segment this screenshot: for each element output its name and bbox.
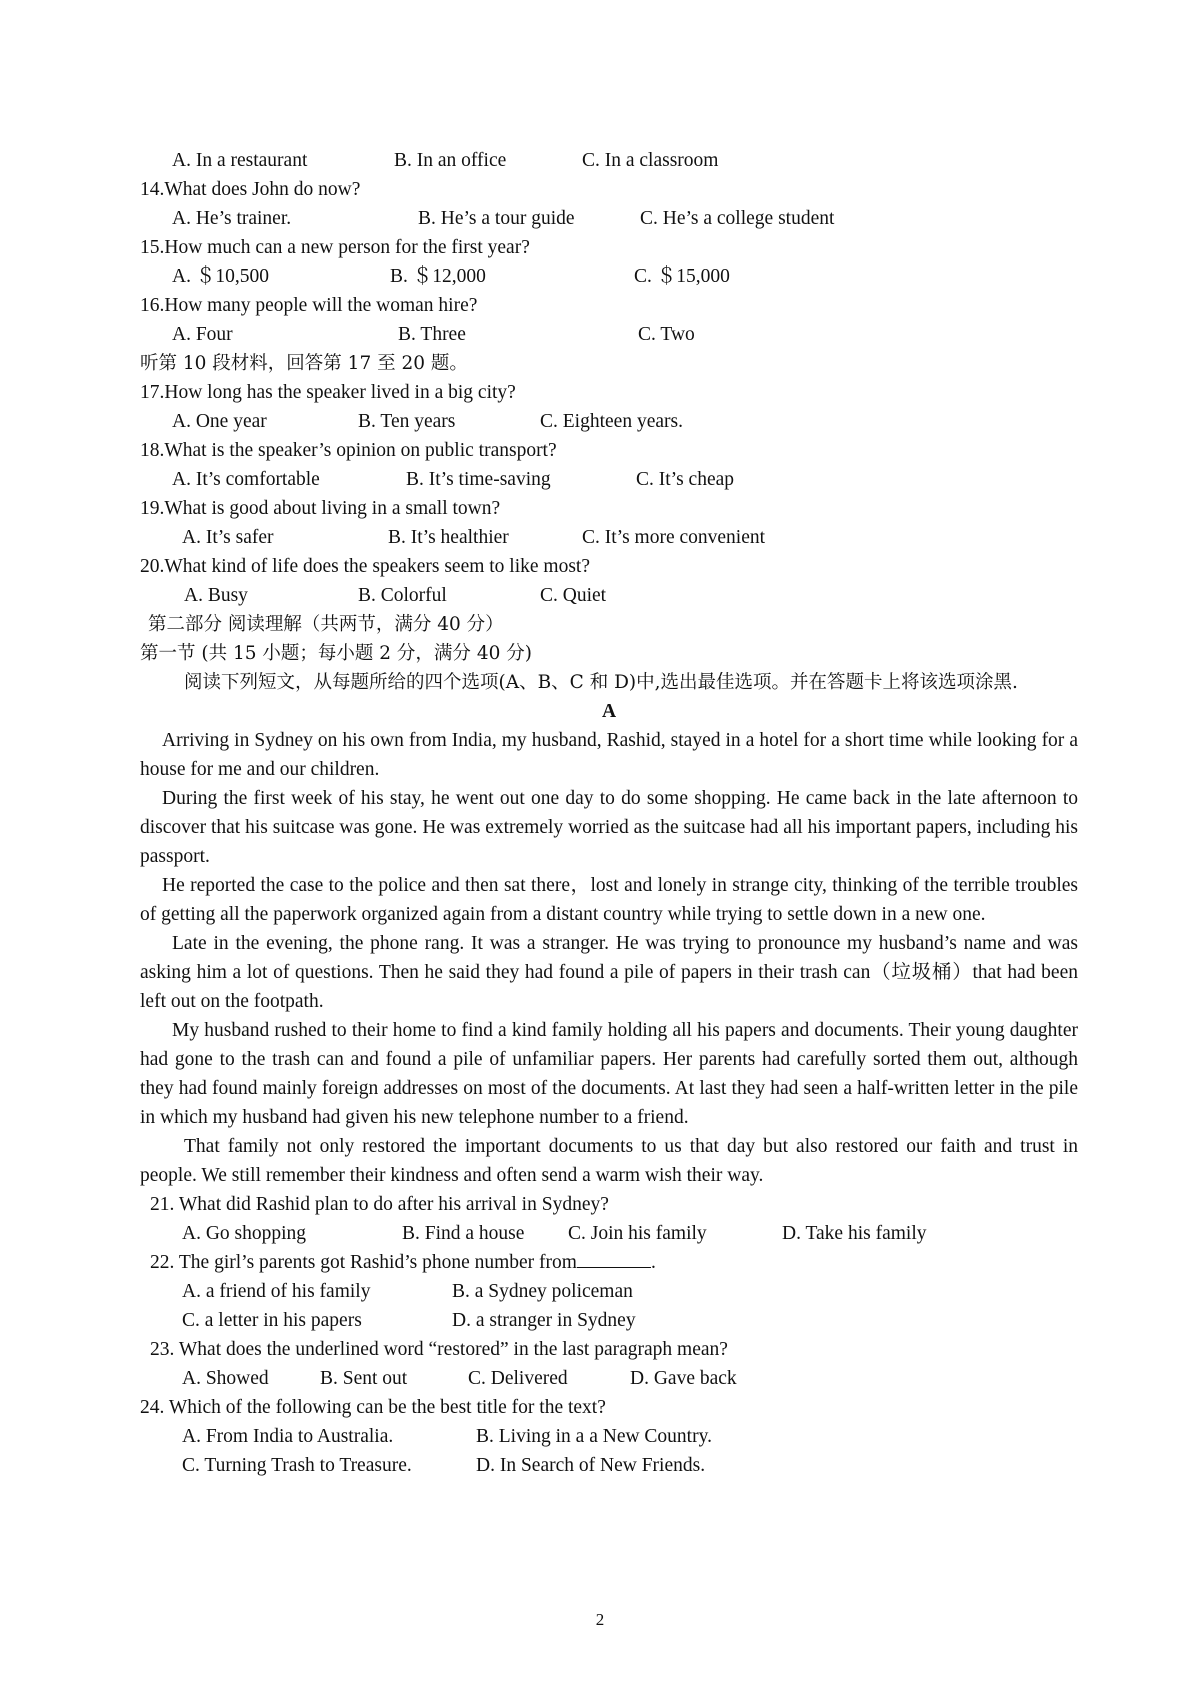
passage-label: A (601, 701, 617, 722)
passage-paragraph: My husband rushed to their home to find a kind family holding all his papers and documents. Their young daughter had gone to the trash can and found a pile of unfamiliar papers. Her parents had carefully sorted them out, although they had found mainly foreign addresses on most of the documents. At last they had seen a half-written letter in the pile in which my husband had given his new telephone number to a friend. (140, 1020, 1078, 1128)
option: C. Two (638, 324, 695, 345)
q24-options (140, 1422, 1078, 1451)
q14-options (140, 204, 1078, 233)
option: B. Living in a a New Country. (476, 1426, 712, 1447)
option: C. Delivered (468, 1368, 568, 1389)
exam-page (140, 146, 1078, 1480)
question-text: 22. The girl’s parents got Rashid’s phone number from (150, 1252, 577, 1273)
option: A. a friend of his family (182, 1281, 371, 1302)
question-22 (140, 1248, 1078, 1277)
question-16: 16.How many people will the woman hire? (140, 295, 478, 316)
option: D. a stranger in Sydney (452, 1310, 636, 1331)
option: B. In an office (394, 150, 507, 171)
q15-options (140, 262, 1078, 291)
option: B. He’s a tour guide (418, 208, 575, 229)
q23-options (140, 1364, 1078, 1393)
option: D. Gave back (630, 1368, 737, 1389)
option: C. a letter in his papers (182, 1310, 362, 1331)
option: A. It’s safer (182, 527, 274, 548)
q22-options (140, 1277, 1078, 1306)
option: A. It’s comfortable (172, 469, 320, 490)
question-23: 23. What does the underlined word “restored” in the last paragraph mean? (150, 1339, 728, 1360)
question-19: 19.What is good about living in a small town? (140, 498, 501, 519)
option: A. Busy (184, 585, 248, 606)
option: B. Colorful (358, 585, 447, 606)
q17-options (140, 407, 1078, 436)
option: B. Ten years (358, 411, 456, 432)
option: A. He’s trainer. (172, 208, 292, 229)
question-20: 20.What kind of life does the speakers seem to like most? (140, 556, 591, 577)
option: B. It’s time-saving (406, 469, 551, 490)
q21-options (140, 1219, 1078, 1248)
option: C. It’s more convenient (582, 527, 766, 548)
option: C. He’s a college student (640, 208, 835, 229)
q22-options (140, 1306, 1078, 1335)
passage-paragraph: During the first week of his stay, he went out one day to do some shopping. He came back in the late afternoon to discover that his suitcase was gone. He was extremely worried as the suitcase had all his important papers, including his passport. (140, 788, 1078, 867)
page-number: 2 (595, 1610, 605, 1629)
option: C. Quiet (540, 585, 607, 606)
option: A. Four (172, 324, 233, 345)
q24-options (140, 1451, 1078, 1480)
option: A. Showed (182, 1368, 269, 1389)
option: C. It’s cheap (636, 469, 735, 490)
option: A. ＄10,500 (172, 266, 269, 287)
question-24: 24. Which of the following can be the best title for the text? (140, 1397, 606, 1418)
q20-options (140, 581, 1078, 610)
question-14: 14.What does John do now? (140, 179, 361, 200)
option: B. It’s healthier (388, 527, 509, 548)
option: D. In Search of New Friends. (476, 1455, 706, 1476)
option: A. From India to Australia. (182, 1426, 394, 1447)
section-10-heading: 听第 10 段材料，回答第 17 至 20 题。 (140, 353, 468, 374)
passage-paragraph: Late in the evening, the phone rang. It was a stranger. He was trying to pronounce my husband’s name and was asking him a lot of questions. Then he said they had found a pile of papers in their trash can（垃圾桶）that had been left out on the footpath. (140, 933, 1078, 1012)
part-two-heading: 第二部分 阅读理解（共两节，满分 40 分） (148, 614, 504, 635)
option: B. Sent out (320, 1368, 408, 1389)
q19-options (140, 523, 1078, 552)
section-one-heading: 第一节 (共 15 小题；每小题 2 分，满分 40 分) (140, 643, 532, 664)
option: B. ＄12,000 (390, 266, 486, 287)
option: C. Turning Trash to Treasure. (182, 1455, 412, 1476)
question-17: 17.How long has the speaker lived in a big city? (140, 382, 516, 403)
question-end: . (650, 1252, 656, 1273)
question-18: 18.What is the speaker’s opinion on public transport? (140, 440, 557, 461)
reading-instructions: 阅读下列短文，从每题所给的四个选项(A、B、C 和 D)中,选出最佳选项。并在答题卡上将该选项涂黑. (184, 672, 1018, 693)
option: C. Eighteen years. (540, 411, 683, 432)
option: A. Go shopping (182, 1223, 307, 1244)
passage-paragraph: Arriving in Sydney on his own from India, my husband, Rashid, stayed in a hotel for a short time while looking for a house for me and our children. (140, 730, 1078, 780)
question-21: 21. What did Rashid plan to do after his arrival in Sydney? (150, 1194, 609, 1215)
option: C. In a classroom (582, 150, 719, 171)
passage-paragraph: That family not only restored the important documents to us that day but also restored our faith and trust in people. We still remember their kindness and often send a warm wish their way. (140, 1136, 1078, 1186)
q13-options (140, 146, 1078, 175)
option: C. Join his family (568, 1223, 707, 1244)
passage-paragraph: He reported the case to the police and then sat there，lost and lonely in strange city, thinking of the terrible troubles of getting all the paperwork organized again from a distant country while trying to settle down in a new one. (140, 875, 1078, 925)
option: B. Find a house (402, 1223, 525, 1244)
option: D. Take his family (782, 1223, 927, 1244)
option: B. a Sydney policeman (452, 1281, 633, 1302)
q16-options (140, 320, 1078, 349)
option: B. Three (398, 324, 466, 345)
question-15: 15.How much can a new person for the first year? (140, 237, 530, 258)
option: C. ＄15,000 (634, 266, 730, 287)
answer-blank (577, 1249, 651, 1268)
option: A. In a restaurant (172, 150, 308, 171)
option: A. One year (172, 411, 267, 432)
q18-options (140, 465, 1078, 494)
